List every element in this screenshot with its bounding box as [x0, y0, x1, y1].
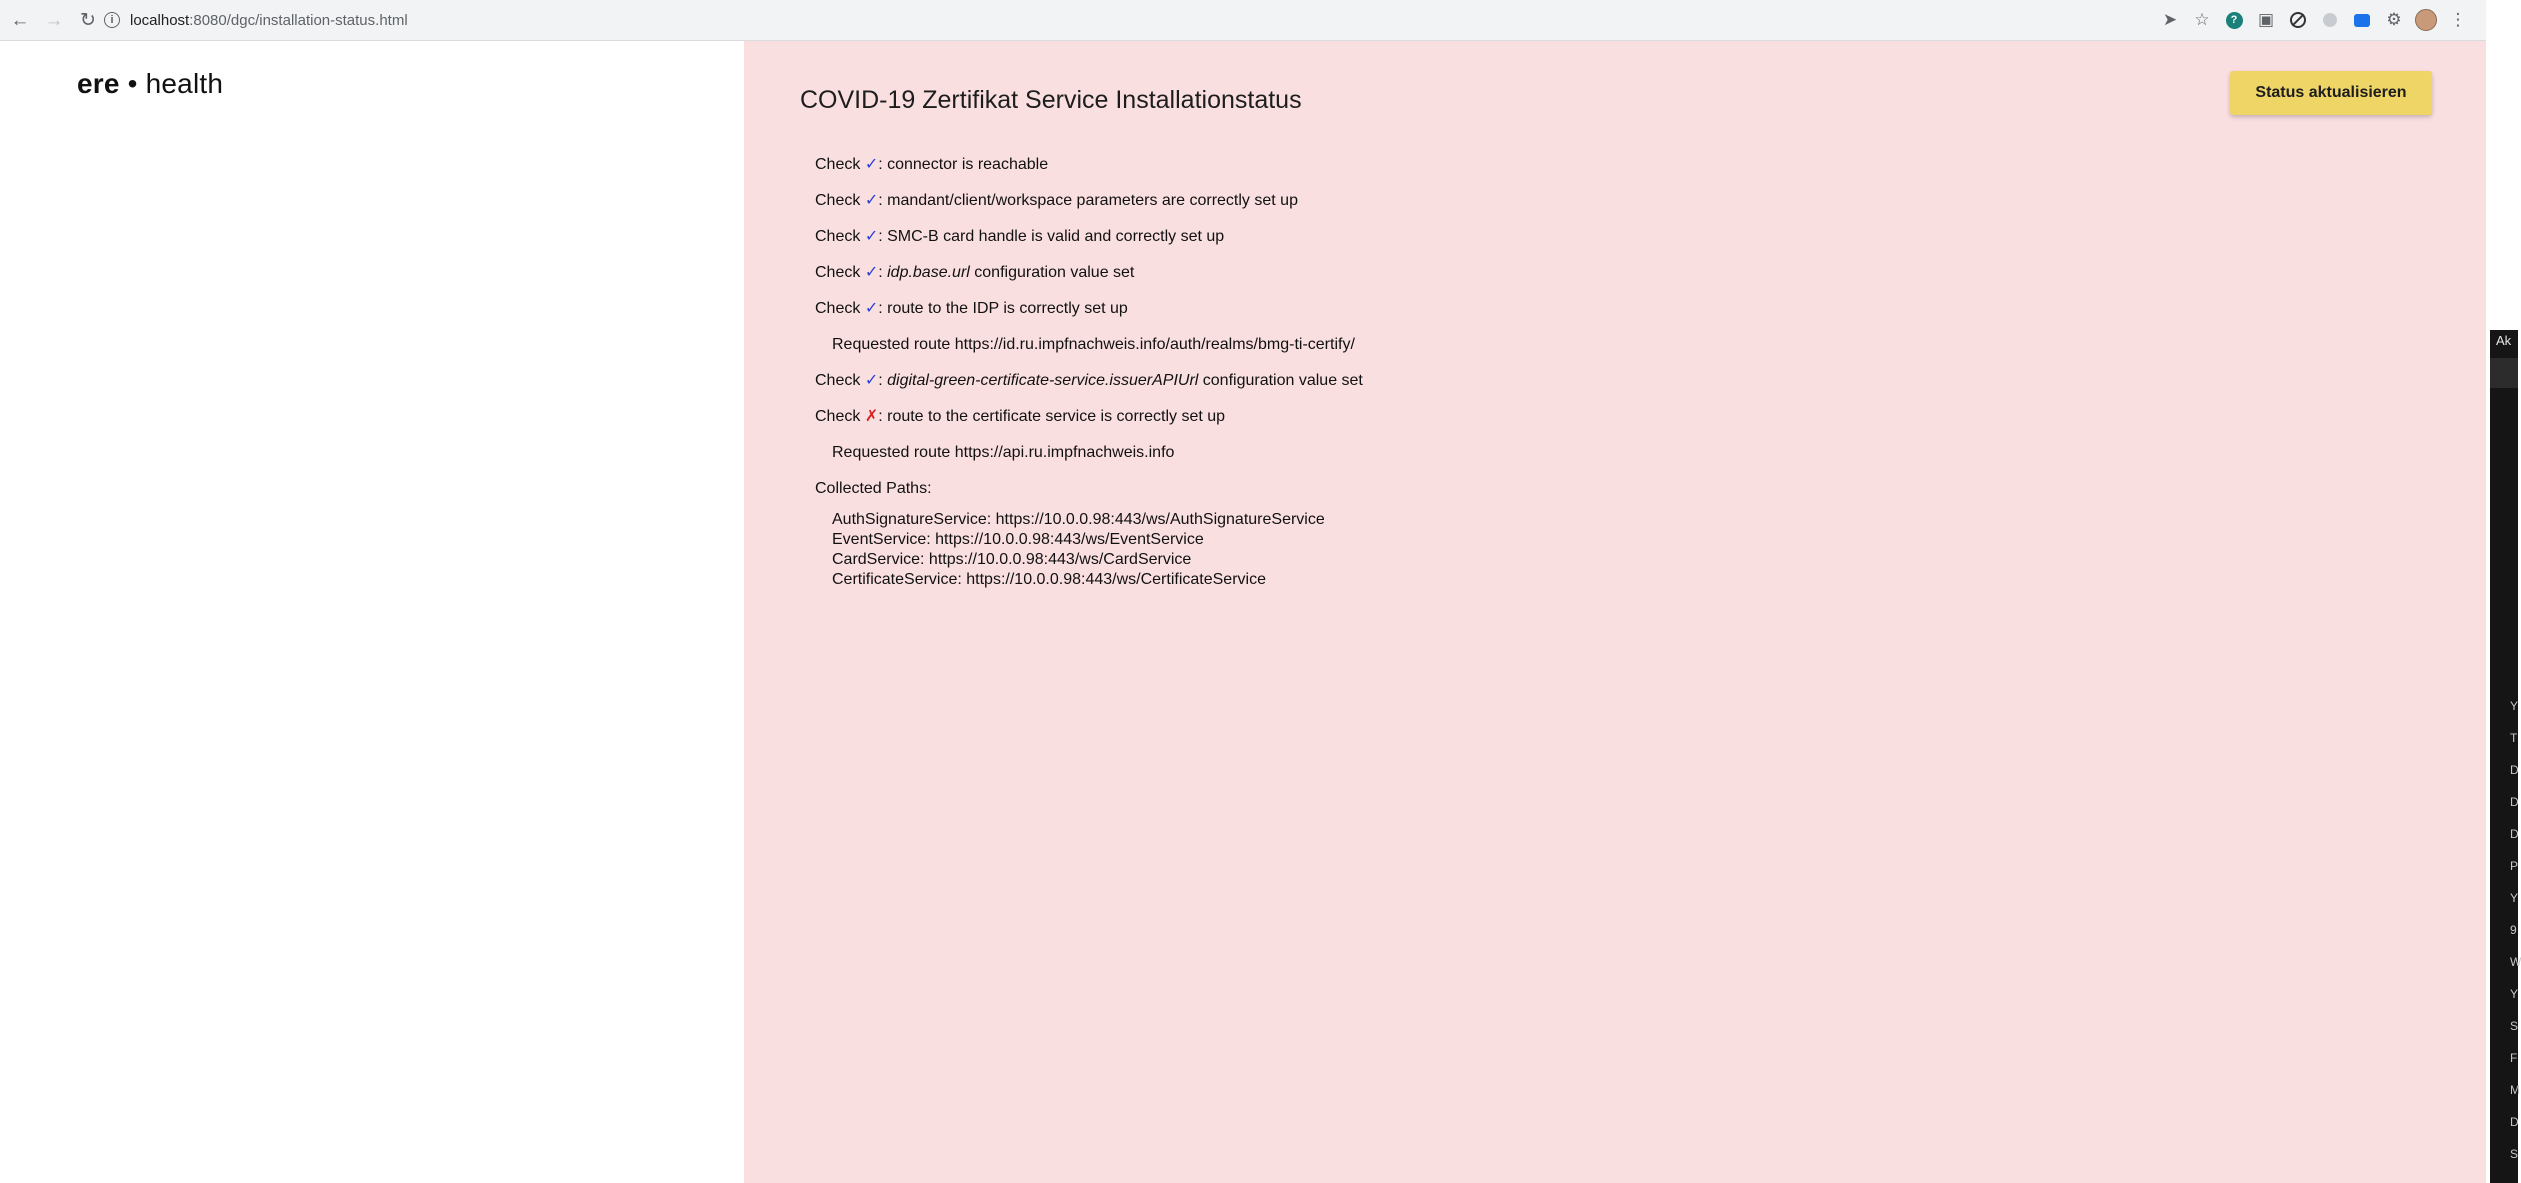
forward-icon[interactable]: → [44, 9, 64, 31]
brand-bold: ere [77, 68, 120, 99]
browser-menu-icon[interactable]: ⋮ [2449, 10, 2467, 29]
brand-separator: • [119, 68, 146, 99]
profile-avatar[interactable] [2412, 6, 2440, 34]
url-path: :8080/dgc/installation-status.html [189, 11, 408, 29]
site-info-icon[interactable]: i [104, 12, 120, 28]
browser-toolbar [0, 0, 2486, 41]
check-row: Check ✓: digital-green-certificate-service.issuerAPIUrl configuration value set [815, 372, 1363, 389]
check-ok-icon: ✓ [864, 264, 879, 281]
path-entry: AuthSignatureService: https://10.0.0.98:443/ws/AuthSignatureService [832, 511, 1325, 528]
path-entry: EventService: https://10.0.0.98:443/ws/EventService [832, 531, 1204, 548]
address-bar[interactable] [104, 5, 2164, 35]
check-ok-icon: ✓ [864, 228, 879, 245]
requested-route-cert: Requested route https://api.ru.impfnachweis.info [832, 444, 1175, 461]
reload-icon[interactable]: ↻ [80, 9, 96, 31]
background-window-text: Y T D D D P Y 9 W Y S F M D S [2510, 699, 2521, 1161]
browser-extensions [2156, 0, 2472, 40]
check-fail-icon: ✗ [864, 408, 879, 425]
collected-paths-label: Collected Paths: [815, 480, 932, 497]
check-row-failed: Check ✗: route to the certificate service is correctly set up [815, 408, 1226, 425]
back-icon[interactable]: ← [10, 9, 30, 31]
brand-rest: health [145, 68, 224, 99]
help-extension-icon[interactable]: ? [2220, 6, 2248, 34]
check-ok-icon: ✓ [864, 156, 879, 173]
check-row: Check ✓: SMC-B card handle is valid and correctly set up [815, 228, 1225, 245]
block-extension-icon[interactable] [2284, 6, 2312, 34]
requested-route-idp: Requested route https://id.ru.impfnachweis.info/auth/realms/bmg-ti-certify/ [832, 336, 1355, 353]
collected-paths-list [815, 510, 1363, 590]
background-window-header: Ak [2490, 330, 2518, 352]
bookmark-star-icon[interactable]: ☆ [2194, 10, 2210, 29]
page-title: COVID-19 Zertifikat Service Installationstatus [800, 86, 1302, 114]
check-list [815, 154, 1363, 590]
check-row: Check ✓: connector is reachable [815, 156, 1049, 173]
gray-extension-icon[interactable] [2316, 6, 2344, 34]
check-row: Check ✓: mandant/client/workspace parameters are correctly set up [815, 192, 1298, 209]
check-ok-icon: ✓ [864, 192, 879, 209]
camera-icon[interactable]: ▣ [2257, 10, 2275, 29]
left-panel [0, 41, 744, 1183]
path-entry: CertificateService: https://10.0.0.98:443/ws/CertificateService [832, 571, 1266, 588]
check-row: Check ✓: idp.base.url configuration value set [815, 264, 1135, 281]
refresh-status-button[interactable]: Status aktualisieren [2230, 71, 2432, 115]
puzzle-extensions-icon[interactable]: ⚙ [2386, 10, 2402, 29]
check-row: Check ✓: route to the IDP is correctly set up [815, 300, 1128, 317]
brand-logo [77, 68, 223, 100]
check-ok-icon: ✓ [864, 300, 879, 317]
url-host: localhost [130, 11, 190, 29]
send-icon[interactable]: ➤ [2162, 10, 2178, 29]
path-entry: CardService: https://10.0.0.98:443/ws/CardService [832, 551, 1192, 568]
screen-extension-icon[interactable] [2348, 6, 2376, 34]
background-window-bar [2490, 358, 2518, 388]
check-ok-icon: ✓ [864, 372, 879, 389]
main-panel [744, 41, 2486, 1183]
